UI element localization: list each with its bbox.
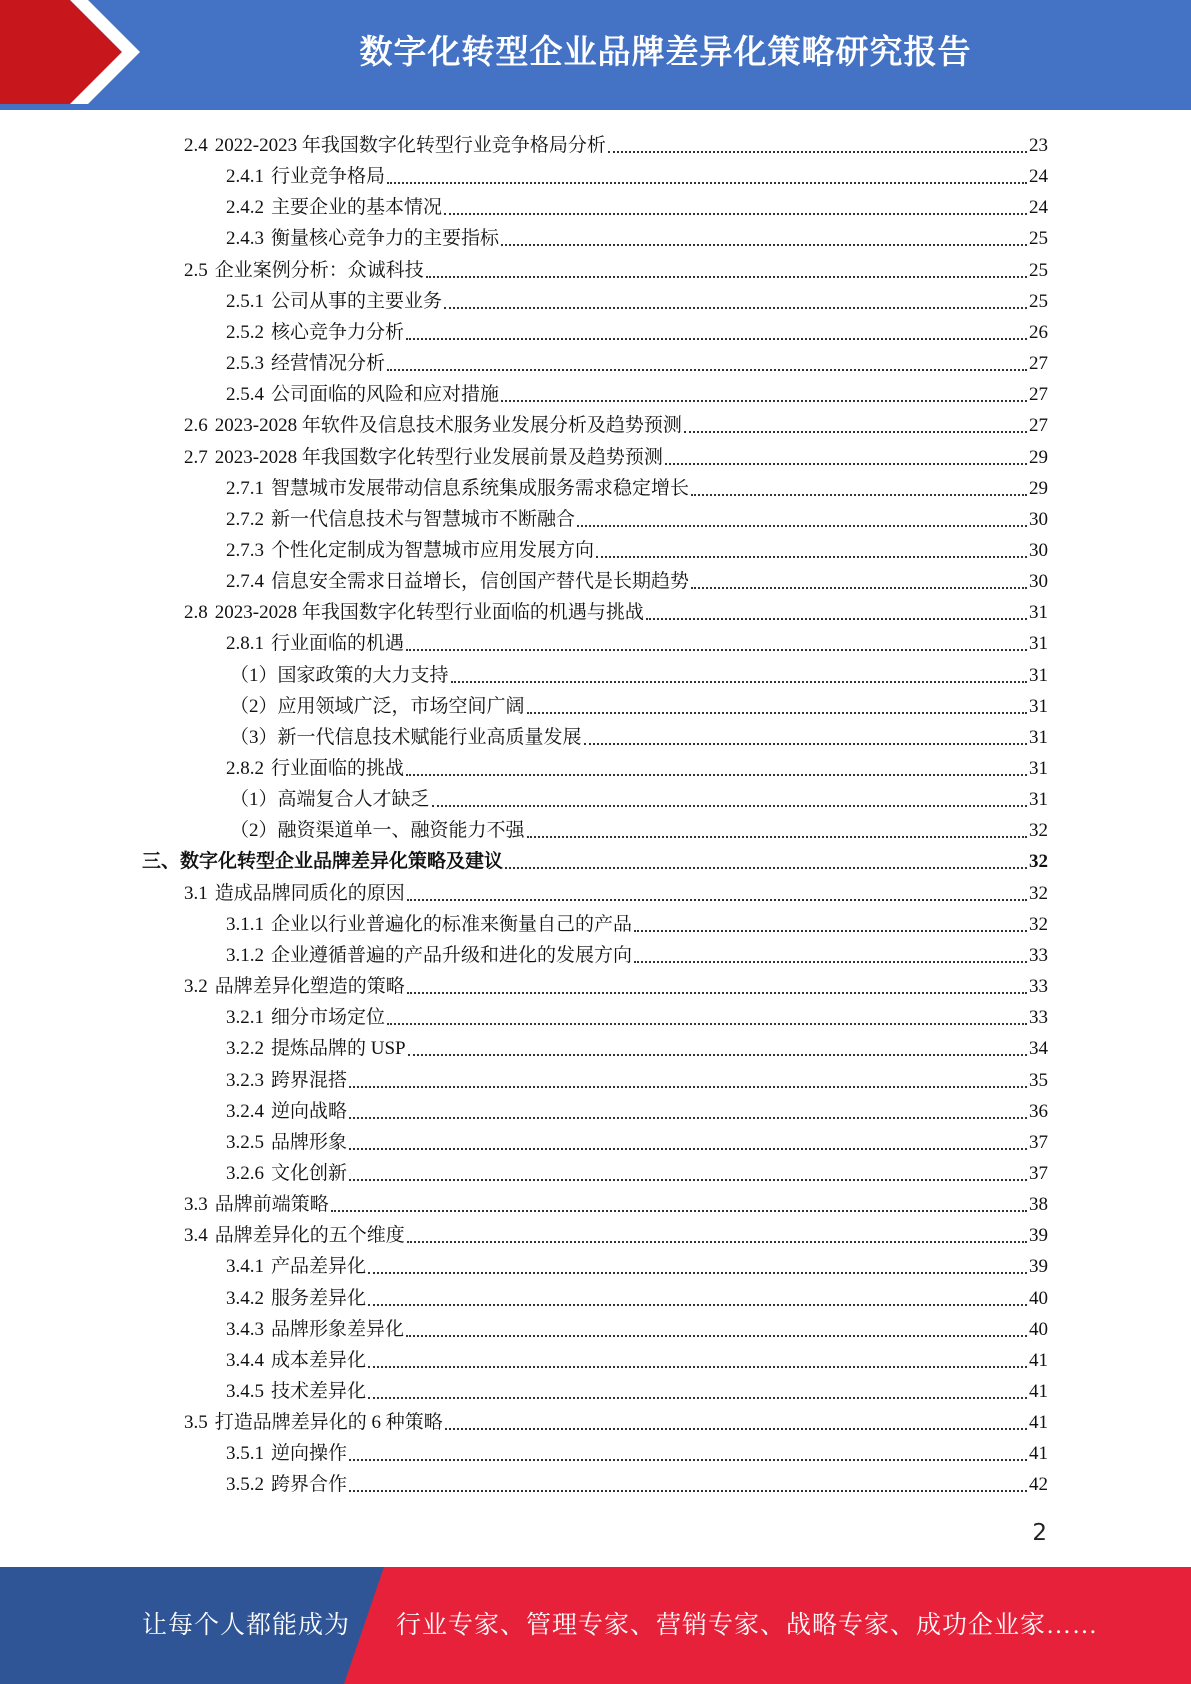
toc-entry-page: 31 xyxy=(1029,789,1048,811)
toc-entry[interactable] xyxy=(184,439,1048,470)
toc-dot-leader xyxy=(406,774,1027,776)
toc-dot-leader xyxy=(368,1366,1027,1368)
toc-entry-number: 2.5 xyxy=(184,259,208,281)
toc-entry-number: 3.3 xyxy=(184,1194,208,1216)
toc-entry-number: 3.1.2 xyxy=(226,944,264,966)
toc-dot-leader xyxy=(368,1272,1027,1274)
toc-dot-leader xyxy=(527,712,1027,714)
toc-entry-label xyxy=(226,1037,406,1061)
toc-entry-page: 30 xyxy=(1029,539,1048,561)
toc-entry-page: 31 xyxy=(1029,664,1048,686)
toc-entry-label xyxy=(226,539,594,563)
toc-entry-number: 2.6 xyxy=(184,415,208,437)
toc-entry[interactable] xyxy=(226,625,1048,656)
toc-entry-label xyxy=(226,1100,347,1124)
toc-entry[interactable] xyxy=(226,750,1048,781)
toc-entry-title: （3）新一代信息技术赋能行业高质量发展 xyxy=(230,726,582,748)
toc-entry-page: 39 xyxy=(1029,1225,1048,1247)
toc-entry-label xyxy=(184,1224,405,1248)
toc-entry-page: 32 xyxy=(1029,882,1048,904)
toc-entry-title: 衡量核心竞争力的主要指标 xyxy=(271,228,500,250)
toc-entry-number: 3.1 xyxy=(184,882,208,904)
toc-entry-title: 公司从事的主要业务 xyxy=(271,290,443,312)
toc-entry-number: 3.5.2 xyxy=(226,1474,264,1496)
toc-entry-label xyxy=(184,601,644,625)
toc-entry-label xyxy=(226,913,632,937)
toc-entry-page: 33 xyxy=(1029,944,1048,966)
toc-entry-label xyxy=(226,1006,385,1030)
toc-entry-page: 41 xyxy=(1029,1381,1048,1402)
toc-entry-title: 公司面临的风险和应对措施 xyxy=(271,384,500,406)
toc-entry-number: 2.4.2 xyxy=(226,197,264,219)
toc-dot-leader xyxy=(349,1459,1027,1461)
toc-entry-number: 2.8 xyxy=(184,602,208,624)
toc-entry-label xyxy=(230,695,525,719)
toc-entry-title: 行业面临的挑战 xyxy=(271,758,405,779)
toc-entry[interactable] xyxy=(226,999,1048,1030)
toc-entry-number: 3.4.1 xyxy=(226,1256,264,1278)
toc-entry-number: 3.2 xyxy=(184,976,208,998)
toc-entry-number: 2.5.2 xyxy=(226,321,264,343)
toc-entry-title: 企业以行业普遍化的标准来衡量自己的产品 xyxy=(271,913,633,935)
toc-dot-leader xyxy=(331,1210,1027,1212)
toc-dot-leader xyxy=(407,899,1027,901)
toc-dot-leader xyxy=(349,1086,1027,1088)
toc-entry-label xyxy=(184,1411,443,1435)
toc-entry-number: 2.4 xyxy=(184,135,208,156)
toc-dot-leader xyxy=(691,587,1027,589)
toc-dot-leader xyxy=(406,649,1027,651)
toc-dot-leader xyxy=(608,151,1027,153)
toc-entry-label xyxy=(184,882,405,906)
toc-entry[interactable] xyxy=(226,1124,1048,1155)
toc-entry-title: 品牌形象差异化 xyxy=(271,1318,405,1340)
toc-entry-title: 品牌前端策略 xyxy=(214,1194,329,1216)
toc-entry-title: 行业面临的机遇 xyxy=(271,633,405,655)
toc-dot-leader xyxy=(407,992,1027,994)
toc-entry-label xyxy=(184,975,405,999)
toc-entry[interactable] xyxy=(226,283,1048,314)
toc-entry-number: 2.5.3 xyxy=(226,353,264,375)
toc-entry-label xyxy=(230,664,449,688)
toc-entry-page: 34 xyxy=(1029,1038,1048,1060)
toc-entry-title: （2）应用领域广泛，市场空间广阔 xyxy=(230,695,525,717)
toc-entry-page: 41 xyxy=(1029,1443,1048,1465)
toc-entry-label xyxy=(226,383,499,407)
toc-entry-title: 产品差异化 xyxy=(271,1256,367,1278)
toc-entry-label xyxy=(230,788,430,812)
toc-dot-leader xyxy=(349,1148,1027,1150)
toc-entry-title: （1）国家政策的大力支持 xyxy=(230,664,449,686)
toc-entry-number: 3.1.1 xyxy=(226,913,264,935)
toc-entry-title: （1）高端复合人才缺乏 xyxy=(230,789,430,811)
toc-dot-leader xyxy=(444,307,1027,309)
toc-entry-label xyxy=(226,165,385,189)
toc-entry[interactable] xyxy=(142,843,1048,874)
toc-entry-number: 3.4.5 xyxy=(226,1381,264,1402)
toc-entry-page: 29 xyxy=(1029,477,1048,499)
toc-entry-number: 2.7 xyxy=(184,446,208,468)
toc-dot-leader xyxy=(527,836,1027,838)
toc-entry-page: 25 xyxy=(1029,259,1048,281)
toc-dot-leader xyxy=(387,369,1027,371)
toc-dot-leader xyxy=(407,1241,1027,1243)
toc-entry-title: 品牌形象 xyxy=(271,1131,348,1153)
toc-entry-label xyxy=(226,1287,366,1311)
footer-banner xyxy=(0,1567,1191,1684)
toc-entry-title: 主要企业的基本情况 xyxy=(271,197,443,219)
toc-dot-leader xyxy=(634,930,1027,932)
toc-entry-title: 个性化定制成为智慧城市应用发展方向 xyxy=(271,539,595,561)
toc-entry[interactable] xyxy=(226,563,1048,594)
toc-entry-label xyxy=(226,944,632,968)
toc-dot-leader xyxy=(349,1117,1027,1119)
toc-entry-page: 30 xyxy=(1029,571,1048,593)
toc-entry-title: 逆向战略 xyxy=(271,1100,348,1122)
toc-dot-leader xyxy=(349,1490,1027,1492)
toc-entry-page: 30 xyxy=(1029,508,1048,530)
toc-entry[interactable] xyxy=(226,314,1048,345)
toc-entry[interactable] xyxy=(230,719,1048,750)
toc-entry-title: 2023-2028 年软件及信息技术服务业发展分析及趋势预测 xyxy=(214,415,682,437)
toc-entry[interactable] xyxy=(230,657,1048,688)
toc-entry-page: 29 xyxy=(1029,446,1048,468)
toc-entry[interactable] xyxy=(184,1186,1048,1217)
toc-entry[interactable] xyxy=(226,1155,1048,1186)
toc-entry[interactable] xyxy=(184,252,1048,283)
toc-entry-label xyxy=(226,1131,347,1155)
toc-entry-label xyxy=(226,196,442,220)
toc-entry-title: 企业遵循普遍的产品升级和进化的发展方向 xyxy=(271,944,633,966)
toc-dot-leader xyxy=(406,338,1027,340)
toc-entry-page: 33 xyxy=(1029,976,1048,998)
toc-entry-page: 38 xyxy=(1029,1194,1048,1216)
toc-entry-number: 2.7.4 xyxy=(226,571,264,593)
toc-entry-label xyxy=(226,477,689,501)
toc-entry-page: 37 xyxy=(1029,1131,1048,1153)
toc-entry-number: 3.2.1 xyxy=(226,1007,264,1029)
toc-entry[interactable] xyxy=(226,1342,1048,1373)
toc-entry-number: 2.8.2 xyxy=(226,758,264,779)
toc-entry-page: 25 xyxy=(1029,228,1048,250)
footer-slogan-left: 让每个人都能成为 xyxy=(142,1612,351,1639)
toc-entry-label xyxy=(226,1318,404,1342)
toc-entry-title: 逆向操作 xyxy=(271,1443,348,1465)
toc-entry[interactable] xyxy=(226,1248,1048,1279)
toc-entry-number: 2.8.1 xyxy=(226,633,264,655)
toc-dot-leader xyxy=(368,1304,1027,1306)
toc-entry-number: 3.4.4 xyxy=(226,1349,264,1371)
toc-entry[interactable] xyxy=(226,1280,1048,1311)
toc-dot-leader xyxy=(501,244,1027,246)
toc-entry[interactable] xyxy=(226,1030,1048,1061)
toc-entry-label xyxy=(184,1193,329,1217)
toc-entry-number: 3.5 xyxy=(184,1412,208,1434)
toc-entry-number: 3.4.2 xyxy=(226,1287,264,1309)
toc-entry-title: 经营情况分析 xyxy=(271,353,386,375)
toc-entry[interactable] xyxy=(226,220,1048,251)
toc-entry-title: 品牌差异化塑造的策略 xyxy=(214,976,405,998)
toc-dot-leader xyxy=(451,681,1027,683)
toc-entry-title: 细分市场定位 xyxy=(271,1007,386,1029)
toc-entry-label xyxy=(226,1162,347,1186)
toc-entry-page: 26 xyxy=(1029,321,1048,343)
toc-entry[interactable] xyxy=(184,1217,1048,1248)
toc-entry[interactable] xyxy=(226,1311,1048,1342)
toc-entry[interactable] xyxy=(226,906,1048,937)
toc-entry-page: 27 xyxy=(1029,384,1048,406)
toc-entry[interactable] xyxy=(184,968,1048,999)
toc-entry-number: 2.4.3 xyxy=(226,228,264,250)
toc-entry-title: 信息安全需求日益增长，信创国产替代是长期趋势 xyxy=(271,571,690,593)
toc-entry-number: 2.7.3 xyxy=(226,539,264,561)
toc-entry-page: 40 xyxy=(1029,1318,1048,1340)
toc-dot-leader xyxy=(646,618,1027,620)
toc-dot-leader xyxy=(501,400,1027,402)
toc-dot-leader xyxy=(406,1335,1027,1337)
toc-dot-leader xyxy=(577,525,1027,527)
toc-entry[interactable] xyxy=(226,158,1048,189)
toc-entry[interactable] xyxy=(226,1062,1048,1093)
toc-entry-label xyxy=(230,819,525,843)
toc-entry[interactable] xyxy=(184,1404,1048,1435)
toc-entry[interactable] xyxy=(184,127,1048,158)
toc-entry-label xyxy=(226,1380,366,1404)
toc-dot-leader xyxy=(596,556,1027,558)
toc-entry[interactable] xyxy=(226,532,1048,563)
toc-entry-page: 23 xyxy=(1029,135,1048,156)
toc-entry-label xyxy=(226,757,404,781)
toc-entry-number: 3.2.6 xyxy=(226,1162,264,1184)
toc-entry-label xyxy=(226,352,385,376)
toc-entry-title: 提炼品牌的 USP xyxy=(271,1038,406,1060)
toc-entry[interactable] xyxy=(184,407,1048,438)
toc-entry-page: 31 xyxy=(1029,726,1048,748)
toc-dot-leader xyxy=(408,1054,1027,1056)
toc-dot-leader xyxy=(684,431,1027,433)
toc-entry-page: 31 xyxy=(1029,758,1048,779)
toc-entry-label xyxy=(142,850,503,874)
toc-dot-leader xyxy=(691,494,1027,496)
toc-entry-page: 41 xyxy=(1029,1412,1048,1434)
toc-entry[interactable] xyxy=(230,688,1048,719)
toc-entry-number: 3.5.1 xyxy=(226,1443,264,1465)
page-number: 2 xyxy=(1032,1520,1047,1546)
toc-entry-number: 3.2.4 xyxy=(226,1100,264,1122)
toc-dot-leader xyxy=(444,213,1027,215)
toc-entry-title: 跨界混搭 xyxy=(271,1069,348,1091)
toc-entry-number: 3.4 xyxy=(184,1225,208,1247)
toc-entry-title: 造成品牌同质化的原因 xyxy=(214,882,405,904)
toc-entry-title: 三、数字化转型企业品牌差异化策略及建议 xyxy=(142,851,504,873)
toc-entry-number: 2.5.4 xyxy=(226,384,264,406)
toc-entry-label xyxy=(184,259,424,283)
toc-entry-page: 27 xyxy=(1029,353,1048,375)
toc-entry-label xyxy=(226,632,404,656)
toc-entry[interactable] xyxy=(230,812,1048,843)
toc-entry-label xyxy=(226,290,442,314)
toc-entry[interactable] xyxy=(226,1435,1048,1466)
toc-entry-label xyxy=(226,1349,366,1373)
toc-entry-number: 3.2.3 xyxy=(226,1069,264,1091)
toc-entry-label xyxy=(184,446,663,470)
toc-entry-page: 32 xyxy=(1029,851,1048,873)
toc-entry-number: 3.2.2 xyxy=(226,1038,264,1060)
document-title: 数字化转型企业品牌差异化策略研究报告 xyxy=(359,32,972,71)
toc-entry-page: 31 xyxy=(1029,695,1048,717)
toc-dot-leader xyxy=(387,1023,1027,1025)
footer-slogan-right: 行业专家、管理专家、营销专家、战略专家、成功企业家…… xyxy=(396,1612,1099,1639)
toc-dot-leader xyxy=(505,867,1027,869)
toc-entry-title: 核心竞争力分析 xyxy=(271,321,405,343)
toc-entry[interactable] xyxy=(226,1373,1048,1404)
toc-entry-title: 行业竞争格局 xyxy=(271,166,386,188)
toc-entry-page: 24 xyxy=(1029,166,1048,188)
toc-entry[interactable] xyxy=(226,937,1048,968)
toc-entry-label xyxy=(226,1255,366,1279)
toc-entry[interactable] xyxy=(226,1093,1048,1124)
toc-entry-label xyxy=(230,726,582,750)
toc-entry-page: 31 xyxy=(1029,602,1048,624)
toc-entry-page: 32 xyxy=(1029,913,1048,935)
toc-dot-leader xyxy=(634,961,1027,963)
toc-entry-page: 27 xyxy=(1029,415,1048,437)
toc-entry-title: 成本差异化 xyxy=(271,1349,367,1371)
toc-entry-title: 2023-2028 年我国数字化转型行业面临的机遇与挑战 xyxy=(214,602,644,624)
toc-entry-title: 智慧城市发展带动信息系统集成服务需求稳定增长 xyxy=(271,477,690,499)
toc-entry-title: 企业案例分析：众诚科技 xyxy=(214,259,424,281)
toc-entry-page: 41 xyxy=(1029,1349,1048,1371)
toc-entry-title: 2022-2023 年我国数字化转型行业竞争格局分析 xyxy=(214,135,606,156)
toc-entry-page: 40 xyxy=(1029,1287,1048,1309)
toc-entry-title: 跨界合作 xyxy=(271,1474,348,1496)
toc-entry[interactable] xyxy=(226,1466,1048,1497)
toc-entry-title: 服务差异化 xyxy=(271,1287,367,1309)
toc-entry-page: 39 xyxy=(1029,1256,1048,1278)
toc-entry[interactable] xyxy=(230,781,1048,812)
toc-entry-label xyxy=(226,508,575,532)
toc-entry-title: （2）融资渠道单一、融资能力不强 xyxy=(230,820,525,842)
toc-dot-leader xyxy=(368,1397,1027,1399)
toc-entry-number: 3.4.3 xyxy=(226,1318,264,1340)
toc-entry-label xyxy=(226,321,404,345)
toc-entry[interactable] xyxy=(226,470,1048,501)
toc-entry-label xyxy=(184,414,682,438)
toc-entry[interactable] xyxy=(226,501,1048,532)
toc-entry-title: 技术差异化 xyxy=(271,1381,367,1402)
toc-entry-title: 新一代信息技术与智慧城市不断融合 xyxy=(271,508,576,530)
toc-entry-page: 25 xyxy=(1029,290,1048,312)
toc-entry-title: 文化创新 xyxy=(271,1162,348,1184)
toc-dot-leader xyxy=(349,1179,1027,1181)
toc-entry-page: 24 xyxy=(1029,197,1048,219)
toc-entry-title: 品牌差异化的五个维度 xyxy=(214,1225,405,1247)
toc-entry-page: 35 xyxy=(1029,1069,1048,1091)
toc-entry-page: 37 xyxy=(1029,1162,1048,1184)
header-banner xyxy=(0,0,1191,110)
toc-entry-page: 42 xyxy=(1029,1474,1048,1496)
toc-entry-number: 2.7.2 xyxy=(226,508,264,530)
toc-entry-number: 3.2.5 xyxy=(226,1131,264,1153)
toc-entry-number: 2.7.1 xyxy=(226,477,264,499)
toc-entry[interactable] xyxy=(226,376,1048,407)
toc-entry-label xyxy=(184,134,606,158)
toc-dot-leader xyxy=(432,805,1027,807)
toc-entry-page: 36 xyxy=(1029,1100,1048,1122)
toc-dot-leader xyxy=(445,1428,1027,1430)
toc-entry-number: 2.5.1 xyxy=(226,290,264,312)
toc-entry-number: 2.4.1 xyxy=(226,166,264,188)
toc-entry-label xyxy=(226,1442,347,1466)
toc-dot-leader xyxy=(584,743,1027,745)
toc-entry-label xyxy=(226,1473,347,1497)
toc-entry[interactable] xyxy=(184,594,1048,625)
toc-entry-label xyxy=(226,227,499,251)
toc-entry-page: 33 xyxy=(1029,1007,1048,1029)
toc-dot-leader xyxy=(387,182,1027,184)
toc-dot-leader xyxy=(426,276,1027,278)
toc-entry-label xyxy=(226,1069,347,1093)
toc-entry-title: 打造品牌差异化的 6 种策略 xyxy=(214,1412,443,1434)
toc-entry-label xyxy=(226,570,689,594)
toc-entry[interactable] xyxy=(184,875,1048,906)
toc-entry[interactable] xyxy=(226,189,1048,220)
toc-entry-page: 32 xyxy=(1029,820,1048,842)
toc-dot-leader xyxy=(665,463,1027,465)
toc-entry-page: 31 xyxy=(1029,633,1048,655)
toc-entry[interactable] xyxy=(226,345,1048,376)
toc-entry-title: 2023-2028 年我国数字化转型行业发展前景及趋势预测 xyxy=(214,446,663,468)
